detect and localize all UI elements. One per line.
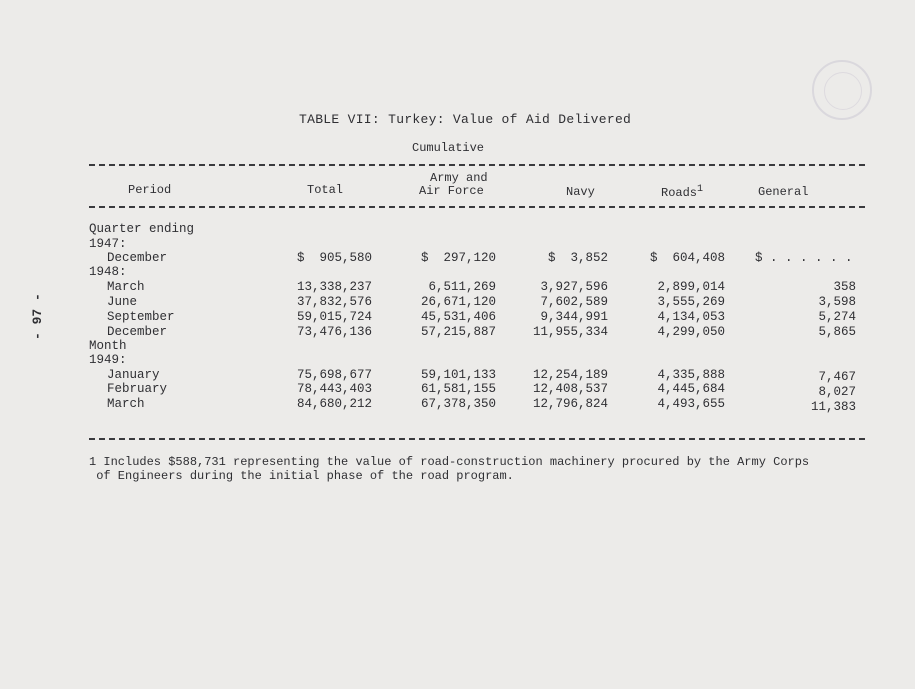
- row-period: September: [107, 310, 175, 324]
- row-navy: 12,796,824: [532, 397, 608, 411]
- row-roads: 3,555,269: [657, 295, 725, 309]
- header-top-rule: [89, 164, 865, 166]
- row-general: 5,274: [818, 310, 856, 324]
- label-year-1949: 1949:: [89, 353, 127, 367]
- row-navy: 11,955,334: [532, 325, 608, 339]
- footnote-line-2: of Engineers during the initial phase of the road program.: [89, 469, 514, 483]
- row-navy: 12,254,189: [532, 368, 608, 382]
- label-quarter-ending: Quarter ending: [89, 222, 195, 236]
- row-total: 73,476,136: [296, 325, 372, 339]
- row-army: 67,378,350: [420, 397, 496, 411]
- archive-stamp-inner: [824, 72, 862, 110]
- header-bottom-rule: [89, 206, 865, 208]
- row-navy: 7,602,589: [540, 295, 608, 309]
- row-period: February: [107, 382, 168, 396]
- header-army-line1: Army and: [430, 171, 488, 185]
- archive-stamp: [812, 60, 872, 120]
- row-army: 26,671,120: [420, 295, 496, 309]
- header-total: Total: [307, 183, 344, 197]
- table-bottom-rule: [89, 438, 865, 440]
- row-general: 358: [833, 280, 856, 294]
- label-year-1947: 1947:: [89, 237, 127, 251]
- row-army: 6,511,269: [428, 280, 496, 294]
- row-army: 61,581,155: [420, 382, 496, 396]
- label-month: Month: [89, 339, 127, 353]
- header-roads: [661, 184, 703, 199]
- row-army: 45,531,406: [420, 310, 496, 324]
- side-page-number: - 97 -: [30, 293, 45, 340]
- row-general: 8,027: [818, 385, 856, 399]
- row-period: December: [107, 325, 168, 339]
- row-general: 11,383: [810, 400, 856, 414]
- header-period: Period: [128, 183, 172, 197]
- row-navy: 12,408,537: [532, 382, 608, 396]
- row-roads: 2,899,014: [657, 280, 725, 294]
- row-roads: 4,134,053: [657, 310, 725, 324]
- row-roads: $ 604,408: [649, 251, 725, 265]
- footnote-line-1: 1 Includes $588,731 representing the value of road-construction machinery procured by the Army Corps: [89, 455, 810, 469]
- row-total: 37,832,576: [296, 295, 372, 309]
- header-general: General: [758, 185, 809, 199]
- row-navy: $ 3,852: [547, 251, 608, 265]
- header-army-line2: Air Force: [419, 184, 484, 198]
- row-roads: 4,335,888: [657, 368, 725, 382]
- table-subtitle: Cumulative: [412, 141, 485, 155]
- header-navy: Navy: [566, 185, 595, 199]
- row-total: 78,443,403: [296, 382, 372, 396]
- row-period: March: [107, 280, 145, 294]
- row-total: $ 905,580: [296, 251, 372, 265]
- row-period: March: [107, 397, 145, 411]
- row-army: $ 297,120: [420, 251, 496, 265]
- row-period: December: [107, 251, 168, 265]
- row-roads: 4,445,684: [657, 382, 725, 396]
- table-title: TABLE VII: Turkey: Value of Aid Delivered: [299, 112, 632, 127]
- row-general: 3,598: [818, 295, 856, 309]
- row-roads: 4,493,655: [657, 397, 725, 411]
- row-general: $ . . . . . .: [755, 251, 853, 265]
- row-army: 57,215,887: [420, 325, 496, 339]
- row-navy: 9,344,991: [540, 310, 608, 324]
- row-roads: 4,299,050: [657, 325, 725, 339]
- row-period: June: [107, 295, 138, 309]
- row-general: 7,467: [818, 370, 856, 384]
- header-roads-footnote-mark: 1: [697, 184, 704, 195]
- footnote: [89, 455, 849, 483]
- row-navy: 3,927,596: [540, 280, 608, 294]
- row-army: 59,101,133: [420, 368, 496, 382]
- row-period: January: [107, 368, 160, 382]
- row-general: 5,865: [818, 325, 856, 339]
- label-year-1948: 1948:: [89, 265, 127, 279]
- row-total: 75,698,677: [296, 368, 372, 382]
- row-total: 59,015,724: [296, 310, 372, 324]
- row-total: 84,680,212: [296, 397, 372, 411]
- header-roads-label: Roads: [661, 186, 698, 200]
- row-total: 13,338,237: [296, 280, 372, 294]
